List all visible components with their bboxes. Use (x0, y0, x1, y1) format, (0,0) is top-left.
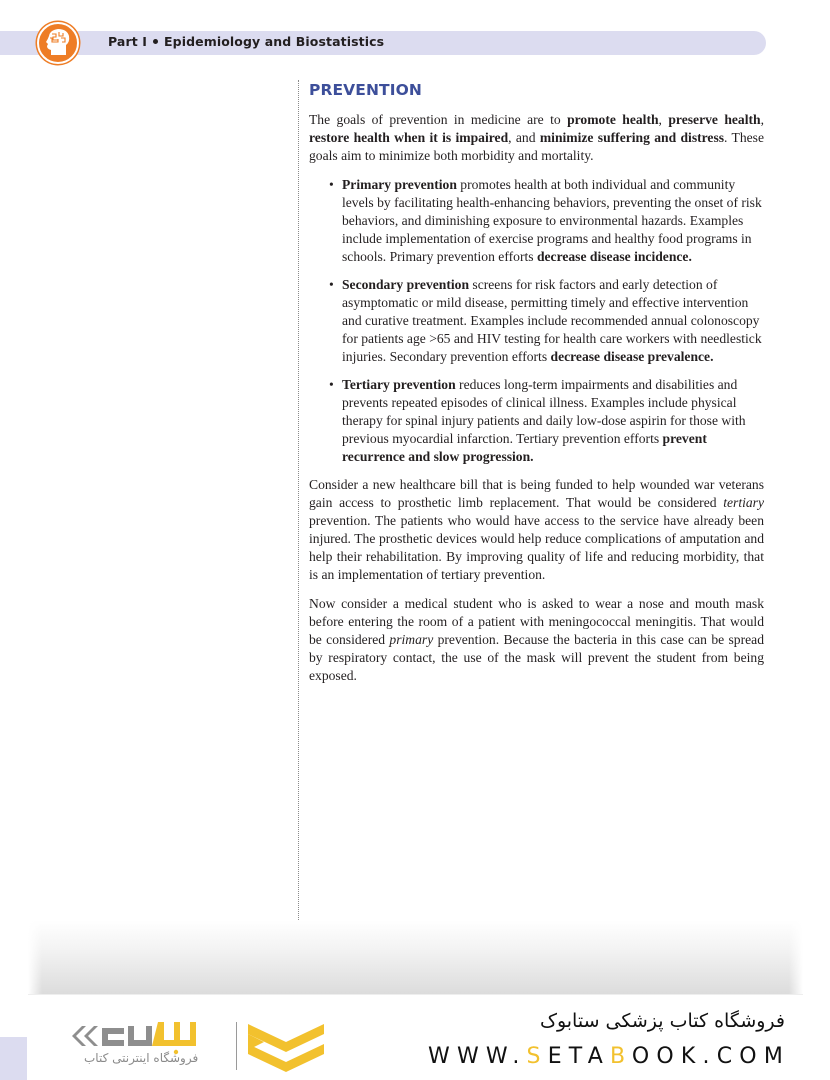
italic-term: primary (389, 632, 434, 647)
bullet-outcome: decrease disease incidence. (536, 249, 692, 264)
bold-term: preserve health (668, 112, 761, 127)
bullet-text: reduces long-term impairments and disabilities and prevents repeated episodes of clinical illness. Examples include physical therapy for spinal injury patients and daily low-dose aspirin for those with previous myocardial infarction. Tertiary prevention efforts (342, 377, 746, 446)
chapter-title: Epidemiology and Biostatistics (164, 34, 385, 49)
logo-subtitle: فروشگاه اینترنتی کتاب (84, 1051, 199, 1065)
intro-paragraph (309, 111, 764, 165)
bullet-icon: • (329, 177, 334, 192)
prevention-types-list (309, 176, 764, 466)
bullet-outcome: prevent recurrence and slow progression. (342, 431, 707, 464)
list-item-primary-prevention (329, 176, 762, 266)
store-name-persian: فروشگاه کتاب پزشکی ستابوک (539, 1010, 785, 1032)
text-run: Consider a new healthcare bill that is being funded to help wounded war veterans gain access to prosthetic limb replacement. That would be considered (309, 477, 764, 510)
bullet-term: Tertiary prevention (342, 377, 456, 392)
bullet-outcome: decrease disease prevalence. (550, 349, 714, 364)
italic-term: tertiary (723, 495, 764, 510)
bullet-term: Primary prevention (342, 177, 457, 192)
text-run: , (760, 112, 764, 127)
bullet-term: Secondary prevention (342, 277, 470, 292)
margin-divider-line (298, 80, 299, 994)
bold-term: minimize suffering and distress (539, 130, 725, 145)
text-run: Now consider a medical student who is asked to wear a nose and mouth mask before entering the room of a patient with meningococcal meningitis. That would be considered (309, 596, 764, 647)
logo-separator (236, 1022, 237, 1070)
main-content (309, 80, 764, 696)
separator-dot (153, 39, 158, 44)
url-part: ETA (547, 1044, 610, 1069)
url-part: OOK.COM (631, 1044, 791, 1069)
store-url-link[interactable] (428, 1044, 790, 1069)
text-run: prevention. Because the bacteria in this case can be spread by respiratory contact, the use of the mask will prevent the student from being exposed. (309, 632, 764, 683)
bullet-icon: • (329, 377, 334, 392)
list-item-tertiary-prevention (329, 376, 762, 466)
chevron-s-logo-icon (246, 1020, 326, 1072)
list-item-secondary-prevention (329, 276, 762, 366)
section-heading: PREVENTION (309, 81, 422, 99)
bold-term: promote health (567, 112, 659, 127)
setabook-wordmark-icon (68, 1018, 238, 1074)
bullet-text: screens for risk factors and early detection of asymptomatic or mild disease, permitting timely and effective intervention and curative treatment. Examples include recommended annual colonoscopy for patients age >65 and HIV testing for health care workers with needlestick injuries. Secondary prevention efforts (342, 277, 762, 364)
text-run: prevention. The patients who would have access to the service have already been injured. The prosthetic devices would help reduce complications of amputation and help their rehabilitation. By improving quality of life and reducing morbidity, that is an implementation of tertiary prevention. (309, 513, 764, 582)
bullet-text: promotes health at both individual and community levels by facilitating health-enhancing behaviors, preventing the onset of risk behaviors, and diminishing exposure to environmental hazards. Examples include implementation of exercise programs and healthy food programs in schools. Primary prevention efforts (342, 177, 762, 264)
example-primary-paragraph (309, 595, 764, 685)
text-run: The goals of prevention in medicine are to (309, 112, 568, 127)
bold-term: restore health when it is impaired (309, 130, 509, 145)
url-part: WWW. (428, 1044, 527, 1069)
footer-shadow-band (28, 920, 803, 995)
brain-head-icon (37, 22, 79, 64)
setabook-logo[interactable] (68, 1018, 328, 1074)
url-accent-letter: S (526, 1044, 548, 1069)
running-header-title (108, 34, 384, 49)
bullet-icon: • (329, 277, 334, 292)
example-tertiary-paragraph (309, 476, 764, 584)
brain-head-glyph (39, 24, 77, 62)
url-accent-letter: B (609, 1044, 632, 1069)
text-run: . These goals aim to minimize both morbidity and mortality. (309, 130, 764, 163)
part-label: Part I (108, 34, 148, 49)
text-run: , and (508, 130, 540, 145)
text-run: , (658, 112, 669, 127)
footer-page-tab (0, 1037, 27, 1080)
